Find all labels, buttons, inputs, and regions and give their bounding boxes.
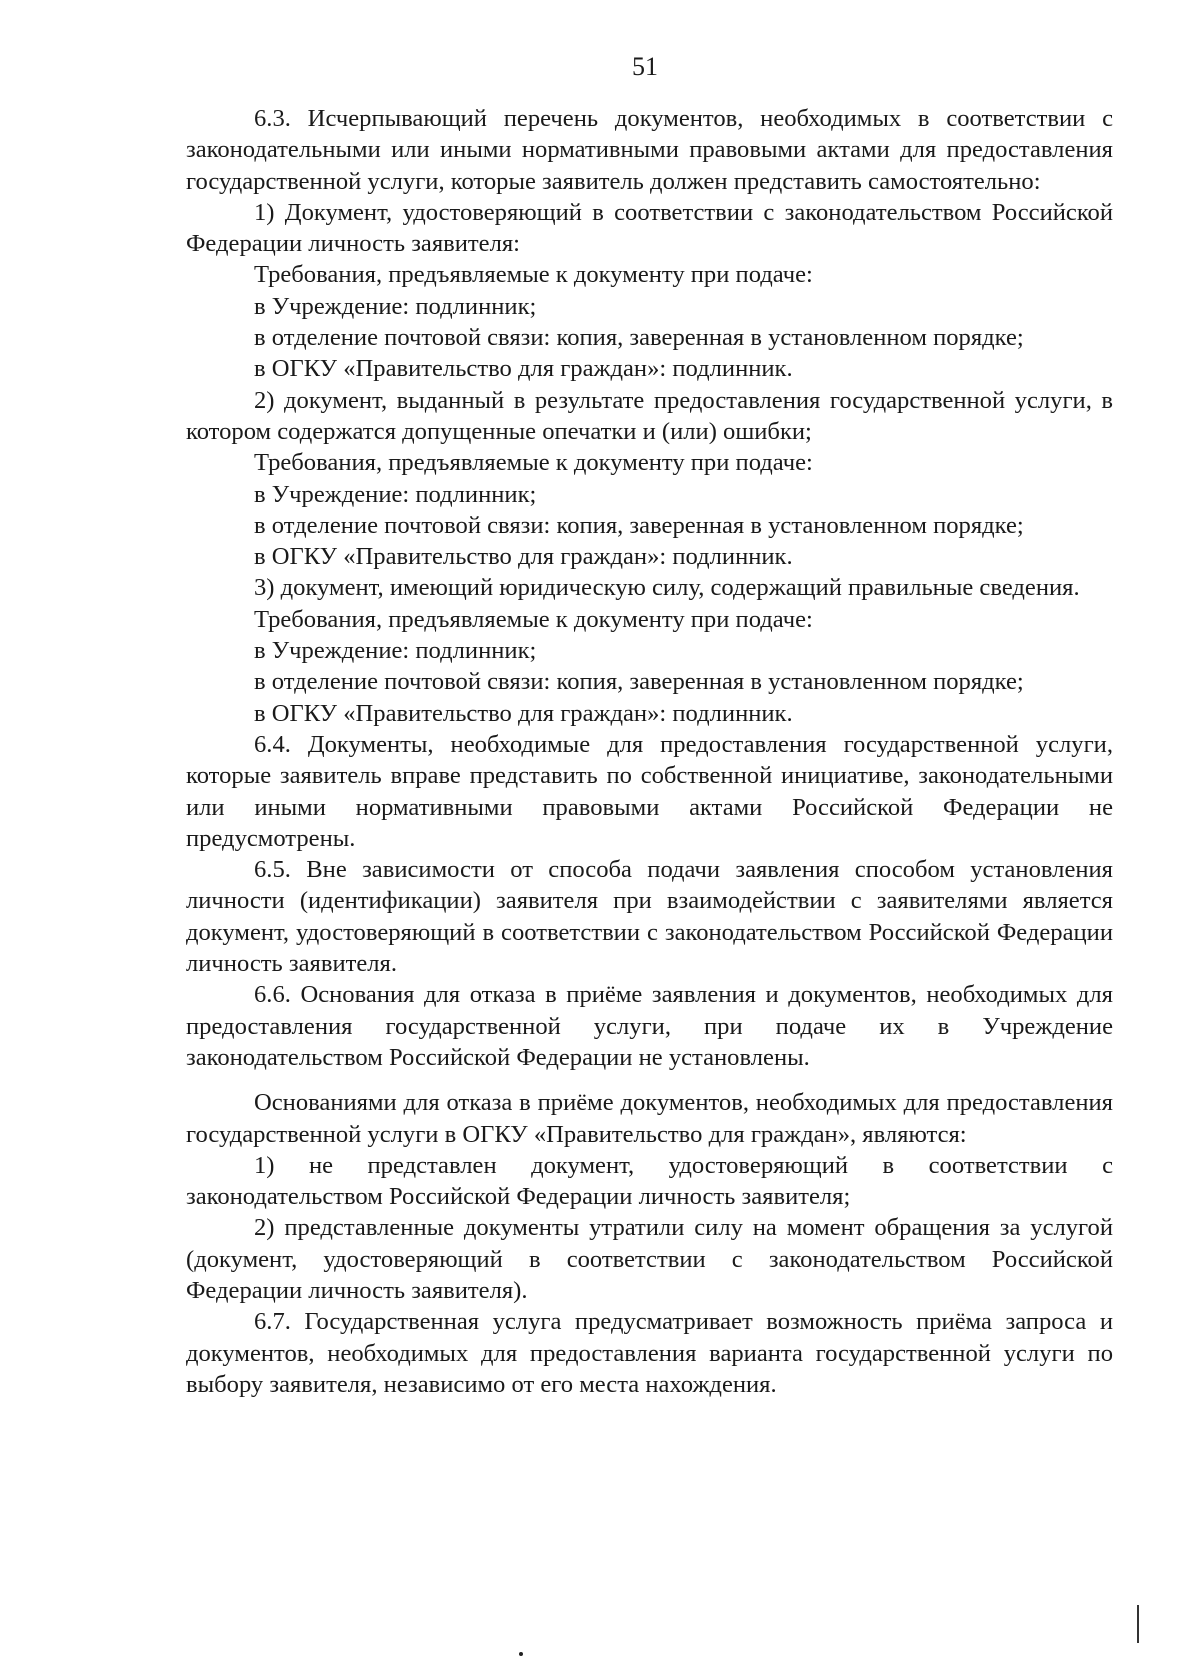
requirement-line: в ОГКУ «Правительство для граждан»: подлинник. [254, 699, 793, 727]
list-item-2: 2) документ, выданный в результате предоставления государственной услуги, в котором содержатся допущенные опечатки и (или) ошибки; [186, 386, 1113, 445]
requirement-line: в ОГКУ «Правительство для граждан»: подлинник. [254, 355, 793, 383]
requirement-line: в ОГКУ «Правительство для граждан»: подлинник. [254, 543, 793, 571]
requirement-line: в отделение почтовой связи: копия, заверенная в установленном порядке; [254, 668, 1024, 696]
paragraph-6-4: 6.4. Документы, необходимые для предоставления государственной услуги, которые заявитель вправе представить по собственной инициативе, законодательными или иными нормативными правовыми актами Российской Федерации не предусмотрены. [186, 730, 1113, 852]
refusal-ground-1: 1) не представлен документ, удостоверяющий в соответствии с законодательством Российской Федерации личность заявителя; [186, 1151, 1113, 1211]
list-item-3: 3) документ, имеющий юридическую силу, содержащий правильные сведения. [254, 574, 1080, 602]
paragraph-6-7: 6.7. Государственная услуга предусматривает возможность приёма запроса и документов, необходимых для предоставления варианта государственной услуги по выбору заявителя, независимо от его места нахождения. [186, 1308, 1113, 1398]
requirement-line: в Учреждение: подлинник; [254, 292, 537, 320]
refusal-grounds-intro: Основаниями для отказа в приёме документов, необходимых для предоставления государственной услуги в ОГКУ «Правительство для граждан», являются: [186, 1089, 1113, 1148]
scan-artifact-line [1137, 1605, 1139, 1643]
scan-artifact-dot [519, 1652, 523, 1656]
requirements-heading: Требования, предъявляемые к документу при подаче: [254, 449, 813, 477]
requirement-line: в отделение почтовой связи: копия, заверенная в установленном порядке; [254, 324, 1024, 352]
requirements-heading: Требования, предъявляемые к документу при подаче: [254, 605, 813, 633]
requirement-line: в Учреждение: подлинник; [254, 637, 537, 665]
paragraph-6-5: 6.5. Вне зависимости от способа подачи заявления способом установления личности (идентификации) заявителя при взаимодействии с заявителями является документ, удостоверяющий в соответствии с законодательством Российской Федерации личность заявителя. [186, 856, 1113, 978]
page-number: 51 [632, 52, 658, 81]
requirement-line: в отделение почтовой связи: копия, заверенная в установленном порядке; [254, 511, 1024, 539]
document-body [186, 103, 1113, 1400]
list-item-1: 1) Документ, удостоверяющий в соответствии с законодательством Российской Федерации личность заявителя: [186, 198, 1113, 258]
refusal-ground-2: 2) представленные документы утратили силу на момент обращения за услугой (документ, удостоверяющий в соответствии с законодательством Российской Федерации личность заявителя). [186, 1214, 1113, 1304]
paragraph-6-6: 6.6. Основания для отказа в приёме заявления и документов, необходимых для предоставления государственной услуги, при подаче их в Учреждение законодательством Российской Федерации не установлены. [186, 981, 1113, 1071]
paragraph-6-3: 6.3. Исчерпывающий перечень документов, необходимых в соответствии с законодательными или иными нормативными правовыми актами для предоставления государственной услуги, которые заявитель должен представить самостоятельно: [186, 105, 1113, 195]
requirements-heading: Требования, предъявляемые к документу при подаче: [254, 261, 813, 289]
requirement-line: в Учреждение: подлинник; [254, 480, 537, 508]
